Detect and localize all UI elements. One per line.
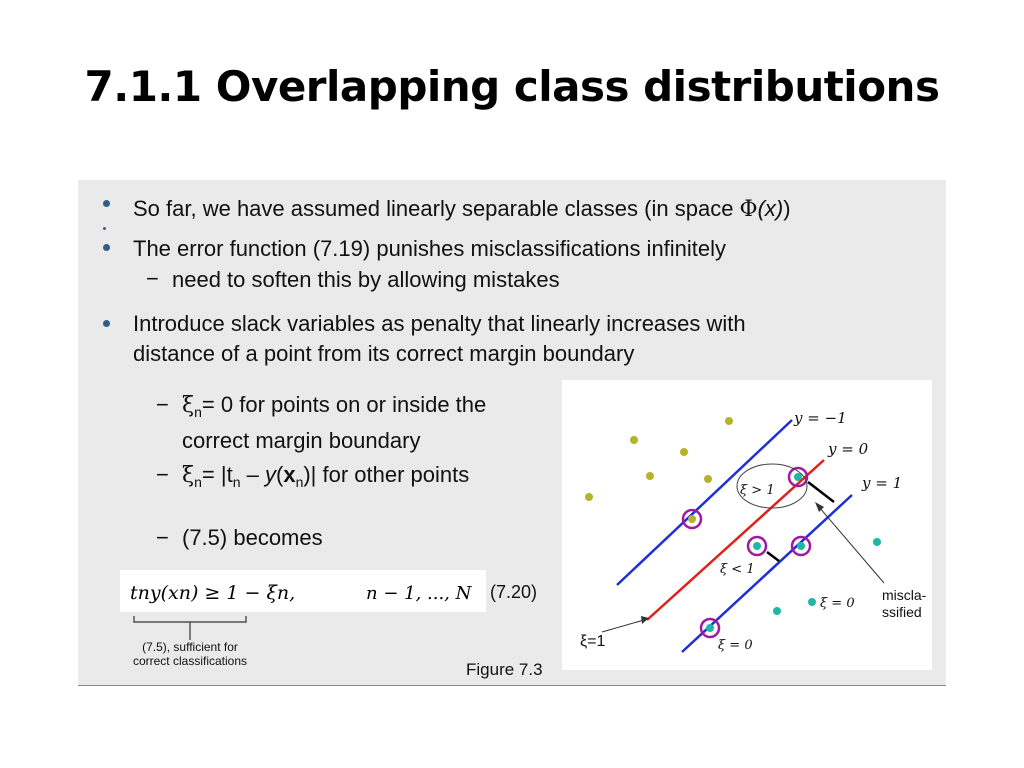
bullet-1-text [133, 196, 791, 222]
bullet-3-line2: distance of a point from its correct margin boundary [133, 341, 635, 366]
bracket-line [134, 616, 246, 622]
bullet-dot [103, 320, 110, 327]
xi-symbol: ξ [182, 393, 195, 418]
olive-point [646, 472, 654, 480]
label-misclassified-1: miscla- [882, 587, 927, 603]
dash: − [156, 525, 169, 550]
olive-point [725, 417, 733, 425]
bullet-2-sub: need to soften this by allowing mistakes [172, 267, 560, 292]
equation-number: (7.20) [490, 582, 538, 602]
abs-open: = |t [201, 462, 233, 487]
slack-item-2 [182, 462, 469, 490]
teal-point [753, 542, 761, 550]
subscript-n: n [194, 474, 202, 490]
phi-symbol: Φ [739, 197, 758, 222]
xi-symbol: ξ [182, 463, 195, 488]
slack-item-1-text: = 0 for points on or inside the [201, 392, 487, 417]
label-xi-0-right: ξ = 0 [820, 596, 855, 611]
bracket-note-line2: correct classifications [132, 654, 248, 668]
olive-point [680, 448, 688, 456]
equation-range: n − 1, ..., N [366, 583, 472, 604]
slack-item-3: (7.5) becomes [182, 525, 323, 550]
y-symbol: y [264, 462, 276, 487]
figure-caption: Figure 7.3 [466, 660, 543, 679]
teal-point [797, 542, 805, 550]
bracket-svg [128, 612, 258, 642]
bullet-1-close: ) [783, 196, 791, 221]
teal-point [794, 473, 802, 481]
bracket-note [116, 640, 264, 668]
equation-svg [120, 570, 486, 612]
olive-point [688, 515, 696, 523]
slide-title: 7.1.1 Overlapping class distributions [84, 62, 940, 111]
teal-point [873, 538, 881, 546]
paren-open: ( [275, 462, 284, 487]
bullet-dot [103, 244, 110, 251]
bullet-1-main: So far, we have assumed linearly separable classes (in space [133, 196, 740, 221]
stray-dot [103, 227, 106, 230]
subscript-n: n [194, 404, 202, 420]
pointer-line [602, 620, 644, 632]
olive-point [585, 493, 593, 501]
bullet-2-text: The error function (7.19) punishes misclassifications infinitely [133, 236, 727, 261]
decision-boundary [647, 460, 824, 620]
label-xi-eq-1: ξ=1 [580, 633, 606, 650]
olive-point [630, 436, 638, 444]
slack-arrow [808, 482, 834, 502]
equation-box [120, 570, 486, 612]
label-y-1: y = 1 [862, 474, 903, 492]
olive-point [704, 475, 712, 483]
teal-point [808, 598, 816, 606]
dash: − [146, 266, 159, 291]
bullet-3-line1: Introduce slack variables as penalty that linearly increases with [133, 311, 746, 336]
label-xi-0-bottom: ξ = 0 [718, 638, 753, 653]
label-y-neg1: y = −1 [794, 409, 847, 427]
slack-item-1-cont: correct margin boundary [182, 428, 421, 453]
svm-figure [562, 380, 932, 670]
slack-item-2-rest: )| for other points [303, 462, 470, 487]
equation-lhs: tny(xn) ≥ 1 − ξn, [130, 582, 296, 604]
pointer-line [819, 507, 884, 583]
teal-point [706, 624, 714, 632]
phi-arg: (x) [757, 196, 784, 221]
teal-point [773, 607, 781, 615]
minus-sign: – [240, 462, 265, 487]
subscript-n: n [232, 474, 241, 490]
dash: − [156, 392, 169, 417]
label-xi-lt-1: ξ < 1 [720, 562, 755, 577]
subscript-n: n [295, 474, 304, 490]
dash: − [156, 462, 169, 487]
label-xi-gt-1: ξ > 1 [740, 483, 775, 498]
slack-arrow [767, 552, 779, 561]
margin-line-neg1 [617, 420, 792, 585]
slack-item-1 [182, 392, 486, 420]
content-panel [78, 180, 946, 686]
bracket-note-line1: (7.5), sufficient for [142, 640, 238, 654]
figure-box [562, 380, 932, 670]
bullet-dot [103, 200, 110, 207]
label-y-0: y = 0 [828, 440, 869, 458]
label-misclassified-2: ssified [882, 604, 922, 620]
x-symbol: x [283, 462, 296, 487]
